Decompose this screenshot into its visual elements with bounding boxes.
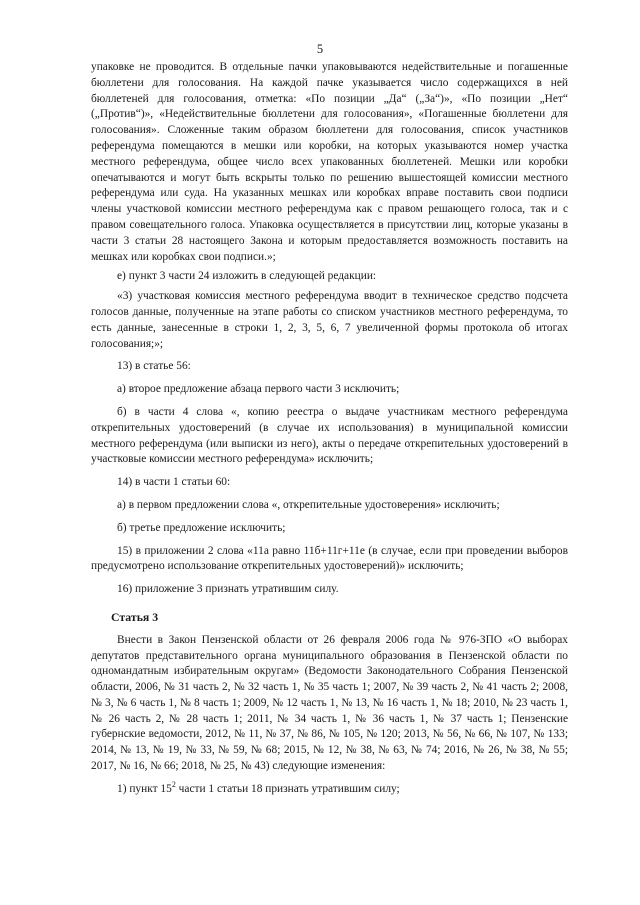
paragraph-item-14: 14) в части 1 статьи 60: (117, 476, 231, 489)
paragraph-item-15: 15) в приложении 2 слова «11а равно 11б+11г+11е (в случае, если при проведении выборов предусмотрено использование открепительных удостоверений)» исключить; (91, 544, 568, 573)
paragraph-packing-rules: упаковке не проводится. В отдельные пачки упаковываются недействительные и погашенные бюллетени для голосования. На каждой пачке указывается число содержащихся в ней бюллетеней для голосования, отметка: «По позиции „Да“ („За“)», «По позиции „Нет“ („Против“)», «Недействительные бюллетени для голосования», «Погашенные бюллетени для голосования». Сложенные таким образом бюллетени для голосования, список участников референдума помещаются в мешки или коробки, на которых указываются номер участка местного референдума, общее число всех упакованных бюллетеней. Мешки или коробки опечатываются и могут быть вскрыты только по решению вышестоящей комиссии местного референдума или суда. На указанных мешках или коробках вправе поставить свои подписи члены участковой комиссии местного референдума как с правом решающего голоса, так и с правом совещательного голоса. Упаковка осуществляется в присутствии лиц, которые указаны в части 3 статьи 28 настоящего Закона и которым предоставляется возможность поставить на мешках или коробках свои подписи.»; (91, 61, 568, 263)
paragraph-item-16: 16) приложение 3 признать утратившим силу. (117, 583, 339, 596)
paragraph-item-13b: б) в части 4 слова «, копию реестра о выдаче участникам местного референдума открепительных удостоверений (в случае их использования) в муниципальной комиссии местного референдума (или выписки из него), акты о передаче открепительных удостоверений в участковые комиссии местного референдума» исключить; (91, 405, 568, 466)
article-heading: Статья 3 (111, 609, 159, 624)
paragraph-item-e: е) пункт 3 части 24 изложить в следующей редакции: (117, 270, 377, 283)
item-1-text-start: 1) пункт 15 (117, 782, 172, 795)
paragraph-item-14b: б) третье предложение исключить; (117, 521, 286, 534)
paragraph-item-13: 13) в статье 56: (117, 360, 191, 373)
page-number: 5 (316, 42, 324, 56)
document-body (91, 60, 568, 798)
item-1-text-end: части 1 статьи 18 признать утратившим силу; (175, 782, 400, 795)
paragraph-article-3-item-1 (91, 782, 568, 798)
paragraph-article-3-intro: Внести в Закон Пензенской области от 26 февраля 2006 года № 976-ЗПО «О выборах депутатов представительного органа муниципального образования в Пензенской области по одномандатным избирательным округам» (Ведомости Законодательного Собрания Пензенской области, 2006, № 31 часть 2, № 32 часть 1, № 35 часть 1; 2007, № 39 часть 2, № 41 часть 2; 2008, № 3, № 6 часть 1, № 8 часть 1; 2009, № 12 часть 1, № 13, № 16 часть 1, № 18; 2010, № 23 часть 1, № 26 часть 2, № 28 часть 1; 2011, № 34 часть 1, № 36 часть 1, № 37 часть 1; Пензенские губернские ведомости, 2012, № 11, № 37, № 86, № 105, № 120; 2013, № 56, № 66, № 107, № 133; 2014, № 13, № 19, № 33, № 59, № 68; 2015, № 12, № 38, № 63, № 74; 2016, № 26, № 38, № 55; 2017, № 16, № 66; 2018, № 25, № 43) следующие изменения: (91, 633, 568, 773)
paragraph-point-3-quote: «3) участковая комиссия местного референдума вводит в техническое средство подсчета голосов данные, полученные на этапе работы со списком участников местного референдума, то есть данные, занесенные в строки 1, 2, 3, 5, 6, 7 увеличенной формы протокола об итогах голосования;»; (91, 290, 568, 350)
paragraph-item-14a: а) в первом предложении слова «, открепительные удостоверения» исключить; (117, 498, 500, 511)
superscript-number: 2 (171, 780, 176, 790)
paragraph-item-13a: а) второе предложение абзаца первого части 3 исключить; (117, 383, 400, 396)
